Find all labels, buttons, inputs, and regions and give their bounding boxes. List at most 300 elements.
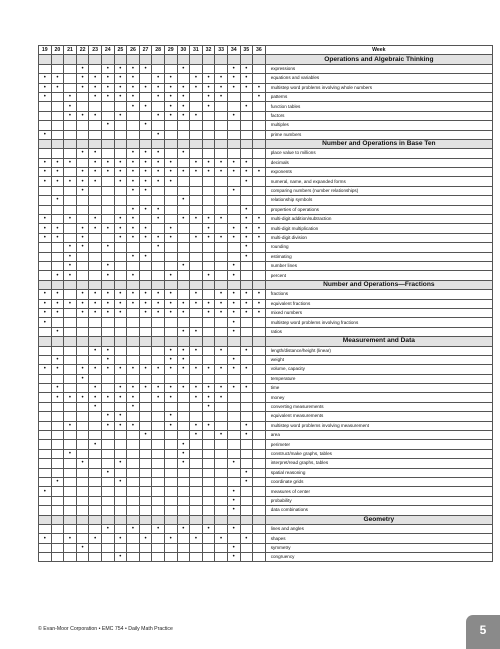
week-empty-cell [190, 121, 203, 130]
week-empty-cell [64, 149, 77, 158]
week-mark-dot: • [240, 224, 253, 233]
skill-row [39, 393, 493, 402]
week-mark-dot: • [253, 233, 266, 242]
week-mark-dot: • [139, 252, 152, 261]
week-mark-dot: • [89, 83, 102, 92]
week-mark-dot: • [240, 299, 253, 308]
week-empty-cell [202, 477, 215, 486]
week-empty-cell [253, 412, 266, 421]
section-blank-cell [202, 515, 215, 524]
week-empty-cell [51, 102, 64, 111]
week-mark-dot: • [227, 83, 240, 92]
skill-label: probability [265, 496, 492, 505]
week-empty-cell [164, 149, 177, 158]
week-empty-cell [101, 487, 114, 496]
week-mark-dot: • [177, 196, 190, 205]
skill-row [39, 92, 493, 101]
week-mark-dot: • [89, 440, 102, 449]
section-blank-cell [127, 280, 140, 289]
week-mark-dot: • [114, 299, 127, 308]
week-mark-dot: • [215, 290, 228, 299]
week-mark-dot: • [76, 224, 89, 233]
week-mark-dot: • [114, 168, 127, 177]
week-mark-dot: • [215, 365, 228, 374]
week-empty-cell [101, 384, 114, 393]
week-empty-cell [202, 177, 215, 186]
week-mark-dot: • [240, 290, 253, 299]
skill-row [39, 121, 493, 130]
week-empty-cell [240, 412, 253, 421]
week-empty-cell [101, 186, 114, 195]
skill-row [39, 252, 493, 261]
week-mark-dot: • [227, 168, 240, 177]
week-empty-cell [139, 553, 152, 562]
week-empty-cell [76, 468, 89, 477]
section-blank-cell [114, 139, 127, 148]
week-mark-dot: • [51, 290, 64, 299]
week-empty-cell [64, 327, 77, 336]
week-number: 33 [215, 46, 228, 55]
week-mark-dot: • [152, 177, 165, 186]
week-mark-dot: • [240, 102, 253, 111]
week-empty-cell [64, 440, 77, 449]
week-empty-cell [164, 468, 177, 477]
week-empty-cell [190, 459, 203, 468]
section-header-row [39, 280, 493, 289]
week-empty-cell [114, 205, 127, 214]
week-empty-cell [139, 92, 152, 101]
week-empty-cell [51, 318, 64, 327]
week-mark-dot: • [190, 111, 203, 120]
week-empty-cell [89, 431, 102, 440]
week-empty-cell [101, 252, 114, 261]
week-mark-dot: • [152, 243, 165, 252]
week-mark-dot: • [39, 130, 52, 139]
week-empty-cell [114, 130, 127, 139]
week-empty-cell [164, 496, 177, 505]
section-blank-cell [89, 515, 102, 524]
week-mark-dot: • [164, 233, 177, 242]
skill-row [39, 346, 493, 355]
week-mark-dot: • [240, 365, 253, 374]
week-mark-dot: • [64, 261, 77, 270]
week-empty-cell [127, 196, 140, 205]
skill-label: factors [265, 111, 492, 120]
week-number: 23 [89, 46, 102, 55]
week-empty-cell [190, 252, 203, 261]
week-empty-cell [215, 524, 228, 533]
week-empty-cell [51, 346, 64, 355]
week-mark-dot: • [177, 365, 190, 374]
week-empty-cell [202, 468, 215, 477]
week-mark-dot: • [64, 534, 77, 543]
week-mark-dot: • [64, 158, 77, 167]
skill-label: equations and variables [265, 74, 492, 83]
week-mark-dot: • [240, 468, 253, 477]
week-empty-cell [190, 496, 203, 505]
week-empty-cell [253, 374, 266, 383]
week-empty-cell [152, 543, 165, 552]
week-empty-cell [139, 543, 152, 552]
week-empty-cell [164, 402, 177, 411]
week-empty-cell [190, 224, 203, 233]
week-number: 26 [127, 46, 140, 55]
week-empty-cell [190, 543, 203, 552]
week-mark-dot: • [101, 64, 114, 73]
week-empty-cell [139, 506, 152, 515]
week-empty-cell [190, 402, 203, 411]
week-mark-dot: • [51, 355, 64, 364]
week-empty-cell [76, 384, 89, 393]
week-mark-dot: • [51, 308, 64, 317]
week-mark-dot: • [76, 393, 89, 402]
week-empty-cell [190, 506, 203, 515]
week-empty-cell [240, 92, 253, 101]
week-empty-cell [64, 487, 77, 496]
skill-row [39, 74, 493, 83]
skill-label: patterns [265, 92, 492, 101]
week-mark-dot: • [139, 64, 152, 73]
week-mark-dot: • [253, 92, 266, 101]
skill-label: area [265, 431, 492, 440]
week-empty-cell [152, 431, 165, 440]
section-blank-cell [253, 55, 266, 64]
week-mark-dot: • [177, 327, 190, 336]
section-blank-cell [51, 337, 64, 346]
week-empty-cell [164, 252, 177, 261]
week-mark-dot: • [101, 158, 114, 167]
week-empty-cell [253, 130, 266, 139]
week-empty-cell [76, 121, 89, 130]
week-mark-dot: • [127, 524, 140, 533]
week-empty-cell [39, 477, 52, 486]
week-mark-dot: • [240, 384, 253, 393]
week-empty-cell [64, 477, 77, 486]
week-empty-cell [127, 346, 140, 355]
week-empty-cell [240, 111, 253, 120]
week-empty-cell [127, 487, 140, 496]
week-empty-cell [39, 205, 52, 214]
week-empty-cell [152, 553, 165, 562]
week-empty-cell [177, 186, 190, 195]
week-empty-cell [114, 121, 127, 130]
week-empty-cell [114, 102, 127, 111]
week-mark-dot: • [51, 365, 64, 374]
week-empty-cell [240, 355, 253, 364]
week-empty-cell [227, 177, 240, 186]
skill-label: decimals [265, 158, 492, 167]
week-mark-dot: • [164, 421, 177, 430]
week-empty-cell [76, 215, 89, 224]
week-empty-cell [202, 290, 215, 299]
week-mark-dot: • [127, 299, 140, 308]
week-empty-cell [76, 412, 89, 421]
week-empty-cell [64, 355, 77, 364]
section-blank-cell [164, 337, 177, 346]
week-mark-dot: • [152, 74, 165, 83]
week-mark-dot: • [51, 327, 64, 336]
week-empty-cell [76, 327, 89, 336]
week-empty-cell [64, 308, 77, 317]
week-mark-dot: • [227, 496, 240, 505]
week-mark-dot: • [76, 374, 89, 383]
week-empty-cell [51, 524, 64, 533]
week-mark-dot: • [152, 384, 165, 393]
week-empty-cell [89, 261, 102, 270]
week-mark-dot: • [39, 365, 52, 374]
section-blank-cell [177, 55, 190, 64]
week-mark-dot: • [39, 308, 52, 317]
week-number: 20 [51, 46, 64, 55]
week-mark-dot: • [215, 534, 228, 543]
week-empty-cell [76, 355, 89, 364]
section-blank-cell [152, 55, 165, 64]
week-mark-dot: • [114, 553, 127, 562]
week-empty-cell [89, 524, 102, 533]
week-empty-cell [227, 402, 240, 411]
week-mark-dot: • [101, 92, 114, 101]
week-empty-cell [39, 402, 52, 411]
week-mark-dot: • [64, 92, 77, 101]
week-mark-dot: • [152, 299, 165, 308]
skill-row [39, 308, 493, 317]
section-blank-cell [76, 515, 89, 524]
week-empty-cell [164, 524, 177, 533]
week-empty-cell [139, 393, 152, 402]
week-empty-cell [64, 496, 77, 505]
skill-row [39, 196, 493, 205]
week-empty-cell [64, 83, 77, 92]
week-mark-dot: • [215, 393, 228, 402]
week-mark-dot: • [164, 534, 177, 543]
week-empty-cell [253, 74, 266, 83]
week-mark-dot: • [101, 224, 114, 233]
week-mark-dot: • [202, 299, 215, 308]
week-empty-cell [164, 196, 177, 205]
section-blank-cell [76, 280, 89, 289]
week-empty-cell [89, 327, 102, 336]
week-mark-dot: • [152, 290, 165, 299]
week-mark-dot: • [114, 158, 127, 167]
week-empty-cell [139, 243, 152, 252]
week-empty-cell [101, 215, 114, 224]
week-empty-cell [139, 402, 152, 411]
week-empty-cell [76, 271, 89, 280]
week-mark-dot: • [76, 243, 89, 252]
week-mark-dot: • [202, 168, 215, 177]
week-empty-cell [139, 271, 152, 280]
week-empty-cell [89, 271, 102, 280]
week-empty-cell [253, 149, 266, 158]
week-empty-cell [240, 196, 253, 205]
week-mark-dot: • [227, 158, 240, 167]
week-mark-dot: • [51, 271, 64, 280]
skill-row [39, 421, 493, 430]
week-empty-cell [177, 412, 190, 421]
week-mark-dot: • [190, 365, 203, 374]
week-empty-cell [190, 261, 203, 270]
week-mark-dot: • [89, 299, 102, 308]
week-mark-dot: • [89, 168, 102, 177]
week-empty-cell [227, 215, 240, 224]
week-mark-dot: • [190, 299, 203, 308]
week-mark-dot: • [114, 74, 127, 83]
week-mark-dot: • [76, 74, 89, 83]
week-empty-cell [215, 111, 228, 120]
week-mark-dot: • [202, 524, 215, 533]
week-empty-cell [39, 412, 52, 421]
week-empty-cell [152, 534, 165, 543]
section-blank-cell [51, 515, 64, 524]
week-empty-cell [253, 553, 266, 562]
week-empty-cell [202, 205, 215, 214]
week-empty-cell [215, 374, 228, 383]
week-empty-cell [177, 506, 190, 515]
week-empty-cell [139, 496, 152, 505]
week-mark-dot: • [152, 149, 165, 158]
week-empty-cell [76, 196, 89, 205]
week-empty-cell [89, 196, 102, 205]
week-empty-cell [190, 92, 203, 101]
week-empty-cell [177, 318, 190, 327]
section-title: Geometry [265, 515, 492, 524]
week-empty-cell [64, 543, 77, 552]
week-empty-cell [202, 534, 215, 543]
week-empty-cell [240, 271, 253, 280]
week-empty-cell [190, 412, 203, 421]
week-empty-cell [51, 431, 64, 440]
week-mark-dot: • [101, 365, 114, 374]
week-empty-cell [51, 506, 64, 515]
skill-label: lines and angles [265, 524, 492, 533]
week-mark-dot: • [164, 177, 177, 186]
week-mark-dot: • [152, 168, 165, 177]
week-empty-cell [253, 393, 266, 402]
week-empty-cell [76, 534, 89, 543]
week-empty-cell [240, 318, 253, 327]
week-mark-dot: • [139, 149, 152, 158]
week-empty-cell [114, 252, 127, 261]
week-mark-dot: • [240, 158, 253, 167]
week-empty-cell [215, 243, 228, 252]
week-empty-cell [127, 130, 140, 139]
week-mark-dot: • [127, 215, 140, 224]
section-blank-cell [76, 55, 89, 64]
week-mark-dot: • [164, 365, 177, 374]
week-empty-cell [64, 196, 77, 205]
skill-label: multistep word problems involving measurement [265, 421, 492, 430]
section-blank-cell [253, 280, 266, 289]
week-empty-cell [164, 543, 177, 552]
week-empty-cell [64, 468, 77, 477]
week-mark-dot: • [139, 83, 152, 92]
week-mark-dot: • [152, 111, 165, 120]
week-empty-cell [39, 111, 52, 120]
skill-label: expressions [265, 64, 492, 73]
week-mark-dot: • [89, 402, 102, 411]
week-mark-dot: • [139, 431, 152, 440]
week-mark-dot: • [253, 215, 266, 224]
week-mark-dot: • [114, 421, 127, 430]
week-empty-cell [240, 449, 253, 458]
week-mark-dot: • [152, 92, 165, 101]
week-empty-cell [164, 243, 177, 252]
week-mark-dot: • [152, 205, 165, 214]
section-blank-cell [177, 280, 190, 289]
week-mark-dot: • [215, 215, 228, 224]
week-empty-cell [89, 374, 102, 383]
skill-label: spatial reasoning [265, 468, 492, 477]
week-number: 31 [190, 46, 203, 55]
week-empty-cell [240, 496, 253, 505]
week-empty-cell [190, 524, 203, 533]
skill-row [39, 224, 493, 233]
week-empty-cell [139, 440, 152, 449]
week-empty-cell [253, 177, 266, 186]
skill-label: symmetry [265, 543, 492, 552]
section-blank-cell [76, 139, 89, 148]
week-empty-cell [139, 421, 152, 430]
week-empty-cell [127, 261, 140, 270]
week-mark-dot: • [202, 74, 215, 83]
week-empty-cell [64, 168, 77, 177]
skill-label: comparing numbers (number relationships) [265, 186, 492, 195]
section-blank-cell [227, 139, 240, 148]
week-mark-dot: • [127, 233, 140, 242]
section-blank-cell [253, 139, 266, 148]
week-number: 32 [202, 46, 215, 55]
week-empty-cell [139, 111, 152, 120]
week-mark-dot: • [76, 299, 89, 308]
week-empty-cell [202, 196, 215, 205]
week-empty-cell [76, 318, 89, 327]
section-blank-cell [114, 55, 127, 64]
week-mark-dot: • [114, 233, 127, 242]
week-mark-dot: • [164, 299, 177, 308]
week-mark-dot: • [51, 177, 64, 186]
section-blank-cell [202, 139, 215, 148]
skill-label: prime numbers [265, 130, 492, 139]
week-empty-cell [202, 440, 215, 449]
week-empty-cell [64, 346, 77, 355]
week-mark-dot: • [114, 224, 127, 233]
week-empty-cell [39, 186, 52, 195]
week-mark-dot: • [139, 299, 152, 308]
week-empty-cell [101, 449, 114, 458]
week-empty-cell [39, 355, 52, 364]
week-empty-cell [51, 459, 64, 468]
week-mark-dot: • [253, 224, 266, 233]
skill-label: equivalent fractions [265, 299, 492, 308]
week-empty-cell [253, 121, 266, 130]
week-empty-cell [215, 449, 228, 458]
week-empty-cell [101, 102, 114, 111]
week-empty-cell [202, 449, 215, 458]
skill-label: multi-digit multiplication [265, 224, 492, 233]
week-mark-dot: • [89, 534, 102, 543]
week-empty-cell [114, 468, 127, 477]
week-mark-dot: • [240, 421, 253, 430]
section-blank-cell [51, 55, 64, 64]
week-empty-cell [215, 224, 228, 233]
week-empty-cell [64, 233, 77, 242]
week-empty-cell [127, 318, 140, 327]
week-mark-dot: • [164, 355, 177, 364]
week-empty-cell [89, 233, 102, 242]
week-empty-cell [139, 346, 152, 355]
week-empty-cell [202, 261, 215, 270]
week-empty-cell [76, 496, 89, 505]
